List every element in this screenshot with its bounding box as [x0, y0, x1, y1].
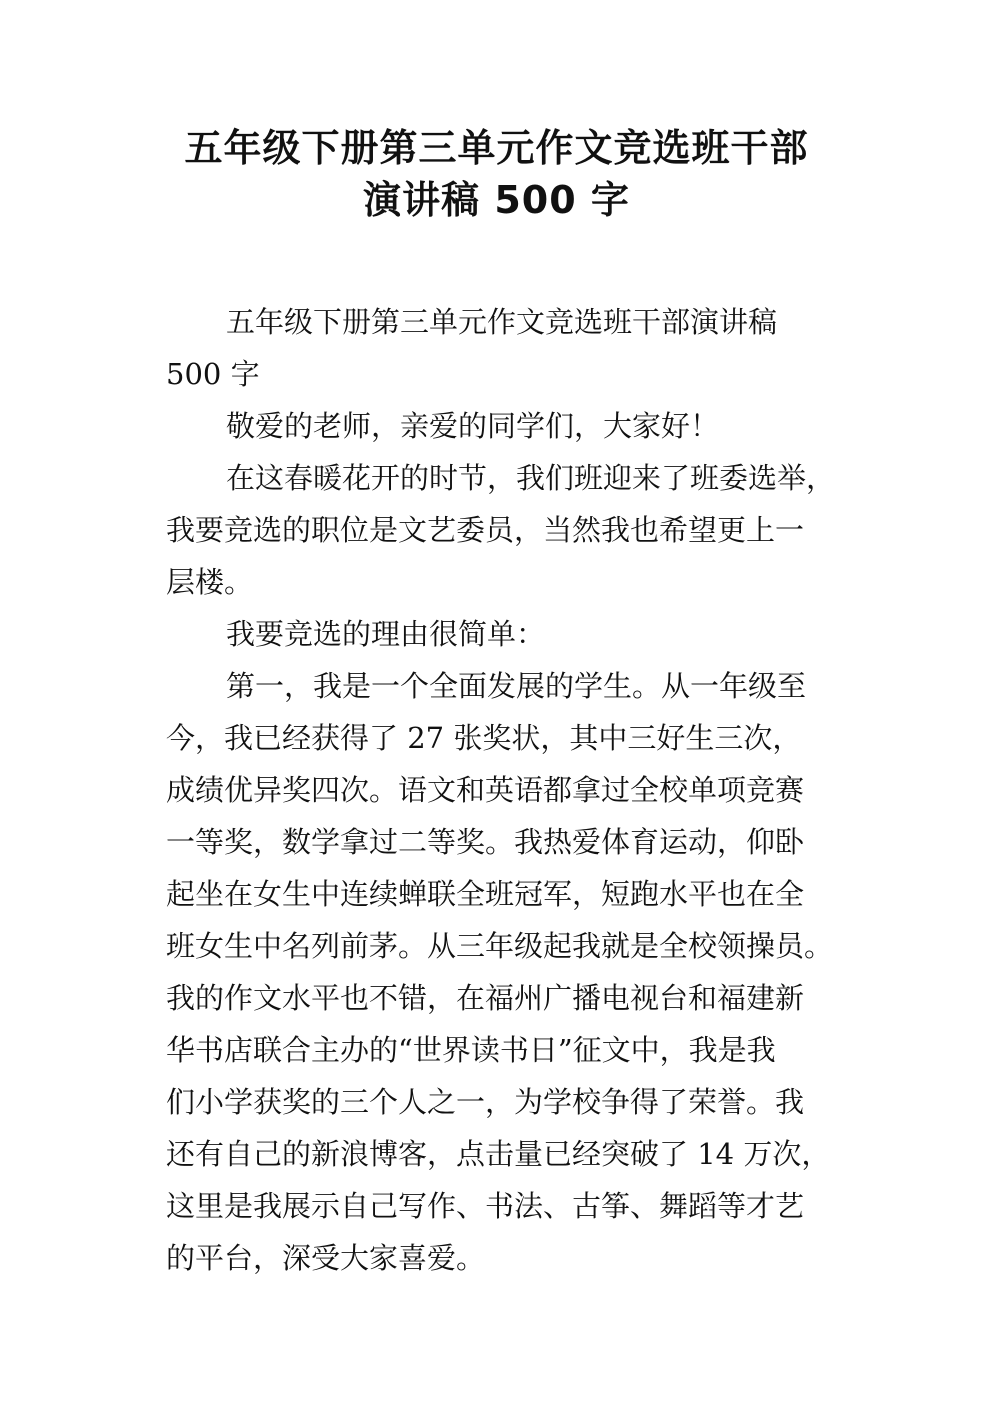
body-line: 还有自己的新浪博客，点击量已经突破了 14 万次， [166, 1137, 831, 1171]
body-line: 一等奖，数学拿过二等奖。我热爱体育运动，仰卧 [166, 825, 805, 859]
body-line: 们小学获奖的三个人之一，为学校争得了荣誉。我 [166, 1085, 805, 1119]
body-line: 的平台，深受大家喜爱。 [166, 1241, 486, 1275]
body-line: 华书店联合主办的“世界读书日”征文中，我是我 [166, 1033, 776, 1067]
body-line: 我要竞选的理由很简单： [226, 617, 546, 651]
body-line: 今，我已经获得了 27 张奖状，其中三好生三次， [166, 721, 802, 755]
body-line: 班女生中名列前茅。从三年级起我就是全校领操员。 [166, 929, 834, 963]
body-line: 我要竞选的职位是文艺委员，当然我也希望更上一 [166, 513, 805, 547]
body-line: 第一，我是一个全面发展的学生。从一年级至 [226, 669, 807, 703]
body-line: 500 字 [166, 357, 260, 391]
body-line: 敬爱的老师，亲爱的同学们，大家好！ [226, 409, 720, 443]
document-title-line-1: 五年级下册第三单元作文竞选班干部 [184, 126, 809, 170]
body-line: 这里是我展示自己写作、书法、古筝、舞蹈等才艺 [166, 1189, 805, 1223]
body-line: 五年级下册第三单元作文竞选班干部演讲稿 [226, 305, 778, 339]
document-body [166, 296, 836, 1284]
body-line: 我的作文水平也不错，在福州广播电视台和福建新 [166, 981, 805, 1015]
document-title-line-2: 演讲稿 500 字 [363, 178, 630, 222]
body-line: 在这春暖花开的时节，我们班迎来了班委选举， [226, 461, 836, 495]
body-line: 层楼。 [166, 565, 254, 599]
body-line: 起坐在女生中连续蝉联全班冠军，短跑水平也在全 [166, 877, 805, 911]
body-line: 成绩优异奖四次。语文和英语都拿过全校单项竞赛 [166, 773, 805, 807]
